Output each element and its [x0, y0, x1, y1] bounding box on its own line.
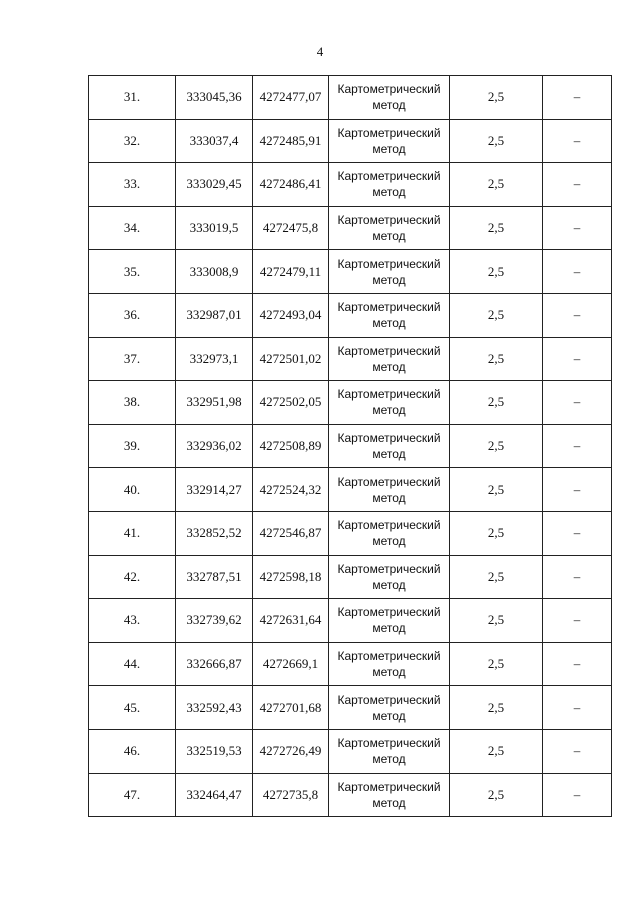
- table-row: [89, 163, 612, 207]
- accuracy-cell: 2,5: [450, 642, 543, 686]
- x-coordinate-cell: 332592,43: [176, 686, 253, 730]
- method-cell: Картометрический метод: [329, 293, 450, 337]
- note-cell: –: [543, 773, 612, 817]
- table-row: [89, 337, 612, 381]
- x-coordinate-cell: 332852,52: [176, 511, 253, 555]
- accuracy-cell: 2,5: [450, 686, 543, 730]
- point-number-cell: 34.: [89, 206, 176, 250]
- coordinates-table: [88, 75, 612, 817]
- y-coordinate-cell: 4272477,07: [253, 76, 329, 120]
- y-coordinate-cell: 4272726,49: [253, 729, 329, 773]
- y-coordinate-cell: 4272501,02: [253, 337, 329, 381]
- accuracy-cell: 2,5: [450, 468, 543, 512]
- accuracy-cell: 2,5: [450, 773, 543, 817]
- y-coordinate-cell: 4272493,04: [253, 293, 329, 337]
- table-row: [89, 599, 612, 643]
- note-cell: –: [543, 250, 612, 294]
- y-coordinate-cell: 4272485,91: [253, 119, 329, 163]
- point-number-cell: 40.: [89, 468, 176, 512]
- note-cell: –: [543, 642, 612, 686]
- x-coordinate-cell: 333008,9: [176, 250, 253, 294]
- point-number-cell: 46.: [89, 729, 176, 773]
- note-cell: –: [543, 511, 612, 555]
- method-cell: Картометрический метод: [329, 729, 450, 773]
- note-cell: –: [543, 381, 612, 425]
- x-coordinate-cell: 332519,53: [176, 729, 253, 773]
- note-cell: –: [543, 729, 612, 773]
- method-cell: Картометрический метод: [329, 511, 450, 555]
- table-row: [89, 729, 612, 773]
- x-coordinate-cell: 332739,62: [176, 599, 253, 643]
- table-row: [89, 76, 612, 120]
- note-cell: –: [543, 293, 612, 337]
- method-cell: Картометрический метод: [329, 599, 450, 643]
- x-coordinate-cell: 332936,02: [176, 424, 253, 468]
- point-number-cell: 36.: [89, 293, 176, 337]
- y-coordinate-cell: 4272479,11: [253, 250, 329, 294]
- x-coordinate-cell: 333037,4: [176, 119, 253, 163]
- note-cell: –: [543, 163, 612, 207]
- y-coordinate-cell: 4272508,89: [253, 424, 329, 468]
- table-row: [89, 381, 612, 425]
- accuracy-cell: 2,5: [450, 381, 543, 425]
- point-number-cell: 38.: [89, 381, 176, 425]
- page-number: 4: [316, 44, 324, 59]
- note-cell: –: [543, 468, 612, 512]
- table-row: [89, 511, 612, 555]
- point-number-cell: 32.: [89, 119, 176, 163]
- method-cell: Картометрический метод: [329, 119, 450, 163]
- method-cell: Картометрический метод: [329, 686, 450, 730]
- method-cell: Картометрический метод: [329, 337, 450, 381]
- table-row: [89, 642, 612, 686]
- table-row: [89, 424, 612, 468]
- x-coordinate-cell: 333029,45: [176, 163, 253, 207]
- point-number-cell: 37.: [89, 337, 176, 381]
- y-coordinate-cell: 4272598,18: [253, 555, 329, 599]
- method-cell: Картометрический метод: [329, 163, 450, 207]
- table-row: [89, 206, 612, 250]
- table-row: [89, 119, 612, 163]
- note-cell: –: [543, 76, 612, 120]
- accuracy-cell: 2,5: [450, 206, 543, 250]
- method-cell: Картометрический метод: [329, 76, 450, 120]
- accuracy-cell: 2,5: [450, 250, 543, 294]
- method-cell: Картометрический метод: [329, 206, 450, 250]
- point-number-cell: 39.: [89, 424, 176, 468]
- point-number-cell: 31.: [89, 76, 176, 120]
- point-number-cell: 35.: [89, 250, 176, 294]
- y-coordinate-cell: 4272631,64: [253, 599, 329, 643]
- y-coordinate-cell: 4272486,41: [253, 163, 329, 207]
- note-cell: –: [543, 686, 612, 730]
- point-number-cell: 42.: [89, 555, 176, 599]
- accuracy-cell: 2,5: [450, 424, 543, 468]
- note-cell: –: [543, 337, 612, 381]
- y-coordinate-cell: 4272701,68: [253, 686, 329, 730]
- table-row: [89, 773, 612, 817]
- note-cell: –: [543, 599, 612, 643]
- note-cell: –: [543, 119, 612, 163]
- method-cell: Картометрический метод: [329, 773, 450, 817]
- x-coordinate-cell: 333045,36: [176, 76, 253, 120]
- x-coordinate-cell: 332951,98: [176, 381, 253, 425]
- point-number-cell: 44.: [89, 642, 176, 686]
- note-cell: –: [543, 424, 612, 468]
- y-coordinate-cell: 4272502,05: [253, 381, 329, 425]
- accuracy-cell: 2,5: [450, 293, 543, 337]
- y-coordinate-cell: 4272546,87: [253, 511, 329, 555]
- method-cell: Картометрический метод: [329, 555, 450, 599]
- note-cell: –: [543, 555, 612, 599]
- table-row: [89, 555, 612, 599]
- x-coordinate-cell: 332464,47: [176, 773, 253, 817]
- accuracy-cell: 2,5: [450, 729, 543, 773]
- table-row: [89, 293, 612, 337]
- note-cell: –: [543, 206, 612, 250]
- method-cell: Картометрический метод: [329, 250, 450, 294]
- x-coordinate-cell: 333019,5: [176, 206, 253, 250]
- point-number-cell: 41.: [89, 511, 176, 555]
- point-number-cell: 43.: [89, 599, 176, 643]
- table-row: [89, 250, 612, 294]
- accuracy-cell: 2,5: [450, 599, 543, 643]
- method-cell: Картометрический метод: [329, 642, 450, 686]
- accuracy-cell: 2,5: [450, 119, 543, 163]
- method-cell: Картометрический метод: [329, 424, 450, 468]
- coordinates-table-body: [89, 76, 612, 817]
- y-coordinate-cell: 4272524,32: [253, 468, 329, 512]
- y-coordinate-cell: 4272735,8: [253, 773, 329, 817]
- accuracy-cell: 2,5: [450, 337, 543, 381]
- x-coordinate-cell: 332787,51: [176, 555, 253, 599]
- x-coordinate-cell: 332987,01: [176, 293, 253, 337]
- y-coordinate-cell: 4272475,8: [253, 206, 329, 250]
- table-row: [89, 686, 612, 730]
- accuracy-cell: 2,5: [450, 555, 543, 599]
- accuracy-cell: 2,5: [450, 163, 543, 207]
- point-number-cell: 33.: [89, 163, 176, 207]
- accuracy-cell: 2,5: [450, 511, 543, 555]
- method-cell: Картометрический метод: [329, 381, 450, 425]
- x-coordinate-cell: 332666,87: [176, 642, 253, 686]
- method-cell: Картометрический метод: [329, 468, 450, 512]
- point-number-cell: 45.: [89, 686, 176, 730]
- accuracy-cell: 2,5: [450, 76, 543, 120]
- y-coordinate-cell: 4272669,1: [253, 642, 329, 686]
- x-coordinate-cell: 332973,1: [176, 337, 253, 381]
- x-coordinate-cell: 332914,27: [176, 468, 253, 512]
- table-row: [89, 468, 612, 512]
- point-number-cell: 47.: [89, 773, 176, 817]
